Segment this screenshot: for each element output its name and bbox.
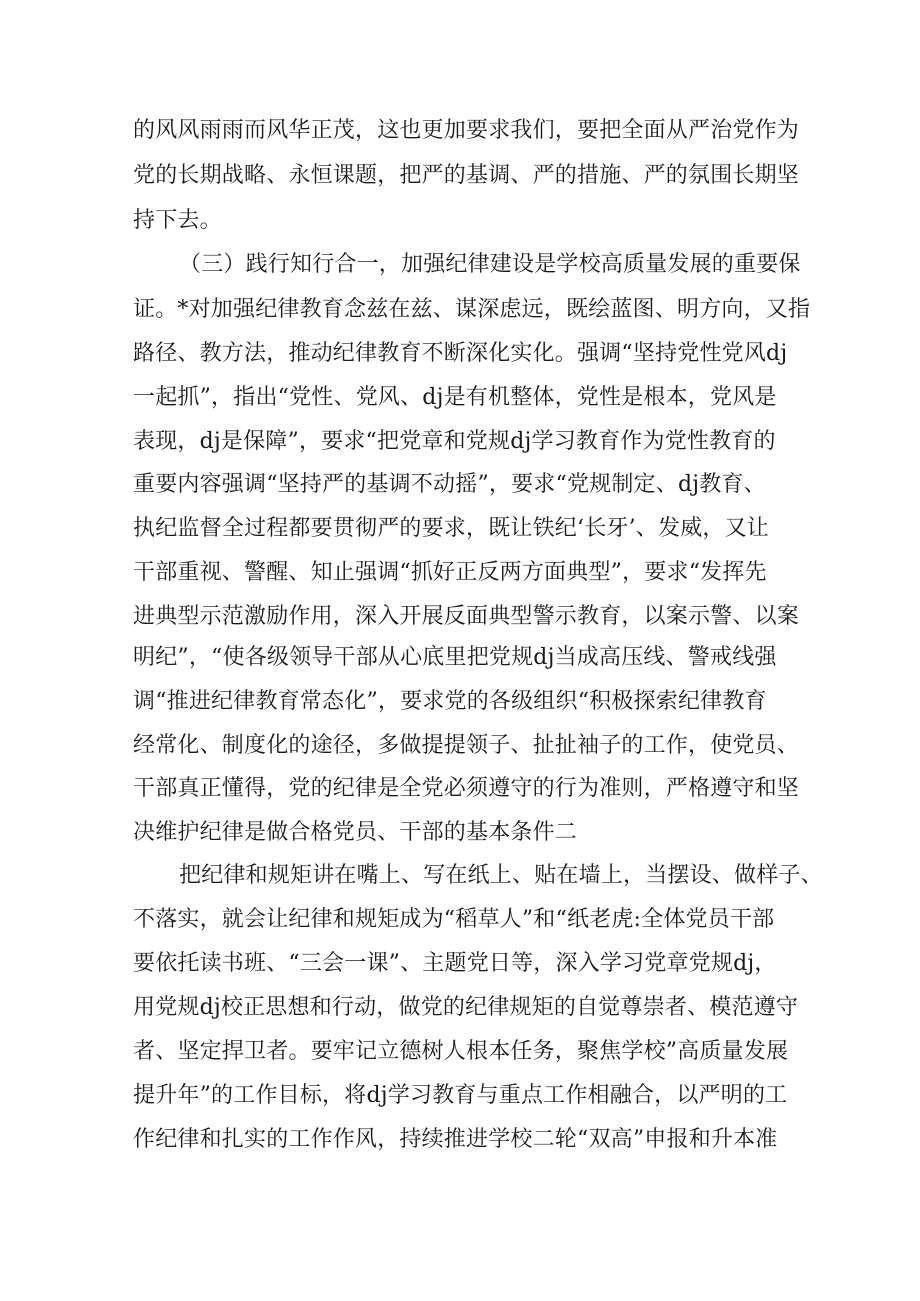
text-line: 不落实，就会让纪律和规矩成为“稻草人”和“纸老虎:全体党员干部 <box>133 907 775 932</box>
text-line: 一起抓”，指出“党性、党风、dj是有机整体，党性是根本，党风是 <box>133 385 777 410</box>
text-line: 重要内容强调“坚持严的基调不动摇”，要求“党规制定、dj教育、 <box>133 472 766 497</box>
text-line: 提升年”的工作目标，将dj学习教育与重点工作相融合，以严明的工 <box>133 1083 788 1108</box>
text-line: 证。*对加强纪律教育念兹在兹、谋深虑远，既绘蓝图、明方向，又指 <box>133 297 811 322</box>
text-line: 经常化、制度化的途径，多做提提领子、扯扯袖子的工作，使党员、 <box>133 733 800 758</box>
text-line: 用党规dj校正思想和行动，做党的纪律规矩的自觉尊崇者、模范遵守 <box>133 995 799 1020</box>
text-line: 干部重视、警醒、知止强调“抓好正反两方面典型”，要求“发挥先 <box>133 560 767 585</box>
text-line: 作纪律和扎实的工作作风，持续推进学校二轮“双高”申报和升本准 <box>133 1127 778 1152</box>
text-line: 调“推进纪律教育常态化”，要求党的各级组织“积极探索纪律教育 <box>133 689 767 714</box>
text-line: 执纪监督全过程都要贯彻严的要求，既让铁纪‘长牙’、发威，又让 <box>133 516 769 541</box>
text-line: 路径、教方法，推动纪律教育不断深化实化。强调“坚持党性党风dj <box>133 341 788 366</box>
section-heading: （三）践行知行合一，加强纪律建设是学校高质量发展的重要保 <box>179 252 801 277</box>
text-line: 表现，dj是保障”，要求“把党章和党规dj学习教育作为党性教育的 <box>133 429 776 454</box>
text-line: 干部真正懂得，党的纪律是全党必须遵守的行为准则，严格遵守和坚 <box>133 776 800 801</box>
text-line: 持下去。 <box>133 208 222 233</box>
text-line: 明纪”，“使各级领导干部从心底里把党规dj当成高压线、警戒线强 <box>133 645 777 670</box>
text-line: 要依托读书班、“三会一课”、主题党日等，深入学习党章党规dj， <box>133 951 777 976</box>
paragraph-start: 把纪律和规矩讲在嘴上、写在纸上、贴在墙上，当摆设、做样子、 <box>179 863 823 888</box>
text-line: 进典型示范激励作用，深入开展反面典型警示教育，以案示警、以案 <box>133 604 800 629</box>
text-line: 者、坚定捍卫者。要牢记立德树人根本任务，聚焦学校”高质量发展 <box>133 1039 789 1064</box>
text-line: 决维护纪律是做合格党员、干部的基本条件二 <box>133 820 578 845</box>
text-line: 党的长期战略、永恒课题，把严的基调、严的措施、严的氛围长期坚 <box>133 163 800 188</box>
text-line: 的风风雨雨而风华正茂，这也更加要求我们，要把全面从严治党作为 <box>133 118 800 143</box>
